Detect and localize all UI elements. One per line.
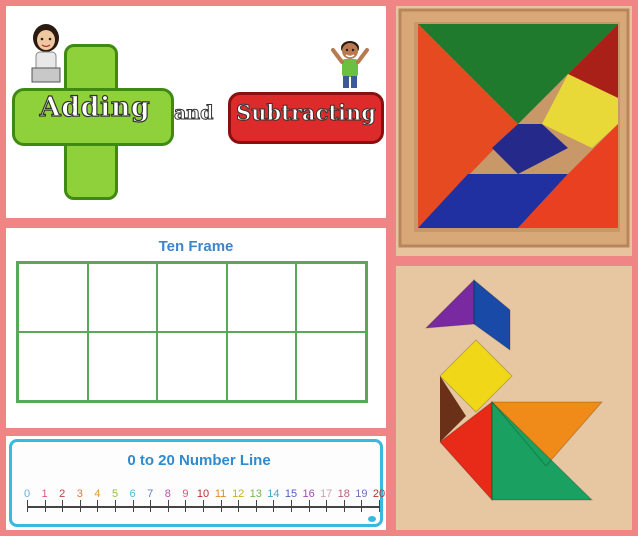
ten-frame-cell: [227, 332, 297, 401]
girl-with-laptop-icon: [24, 22, 68, 88]
tangram-box-photo: [396, 6, 632, 256]
adding-word: Adding: [39, 92, 151, 123]
ten-frame-cell: [296, 332, 366, 401]
number-line-label: 1: [41, 488, 48, 500]
logo-icon: [368, 516, 376, 522]
number-line-label: 15: [284, 488, 298, 500]
number-line-label: 2: [59, 488, 66, 500]
number-line-label: 20: [372, 488, 386, 500]
ten-frame-grid: [16, 261, 368, 403]
number-line-label: 8: [164, 488, 171, 500]
number-line-panel: [6, 436, 386, 530]
number-line-label: 13: [249, 488, 262, 500]
ten-frame-panel: [6, 228, 386, 428]
ten-frame-cell: [18, 332, 88, 401]
ten-frame-cell: [227, 263, 297, 332]
number-line-axis: [27, 506, 379, 508]
ten-frame-cell: [88, 332, 158, 401]
tangram-swan-image: [396, 266, 632, 530]
number-line-label: 16: [302, 488, 315, 500]
number-line-label: 9: [182, 488, 189, 500]
number-line-label: 11: [214, 488, 227, 500]
number-line-label: 14: [267, 488, 280, 500]
ten-frame-cell: [157, 263, 227, 332]
ten-frame-cell: [18, 263, 88, 332]
boy-cheering-icon: [330, 38, 370, 90]
number-line-title: 0 to 20 Number Line: [127, 452, 271, 469]
number-line-tick: [379, 500, 380, 512]
number-line-label: 19: [355, 488, 368, 500]
ten-frame-title: Ten Frame: [158, 238, 234, 255]
number-line-label: 3: [76, 488, 83, 500]
number-line-label: 5: [111, 488, 119, 500]
number-line-label: 17: [320, 488, 333, 500]
adding-subtracting-panel: [6, 6, 386, 218]
number-line-label: 7: [147, 488, 154, 500]
number-line-label: 0: [23, 488, 31, 500]
ten-frame-cell: [88, 263, 158, 332]
tangram-swan-photo: [396, 266, 632, 530]
tangram-box-image: [396, 6, 632, 256]
ten-frame-cell: [157, 332, 227, 401]
number-line-card: [9, 439, 386, 527]
and-word: and: [174, 102, 214, 124]
number-line-label: 4: [94, 488, 101, 500]
subtracting-word: Subtracting: [236, 100, 376, 125]
number-line-label: 12: [232, 488, 245, 500]
number-line-label: 6: [129, 488, 136, 500]
ten-frame-cell: [296, 263, 366, 332]
number-line-label: 10: [196, 488, 210, 500]
number-line-label: 18: [337, 488, 350, 500]
